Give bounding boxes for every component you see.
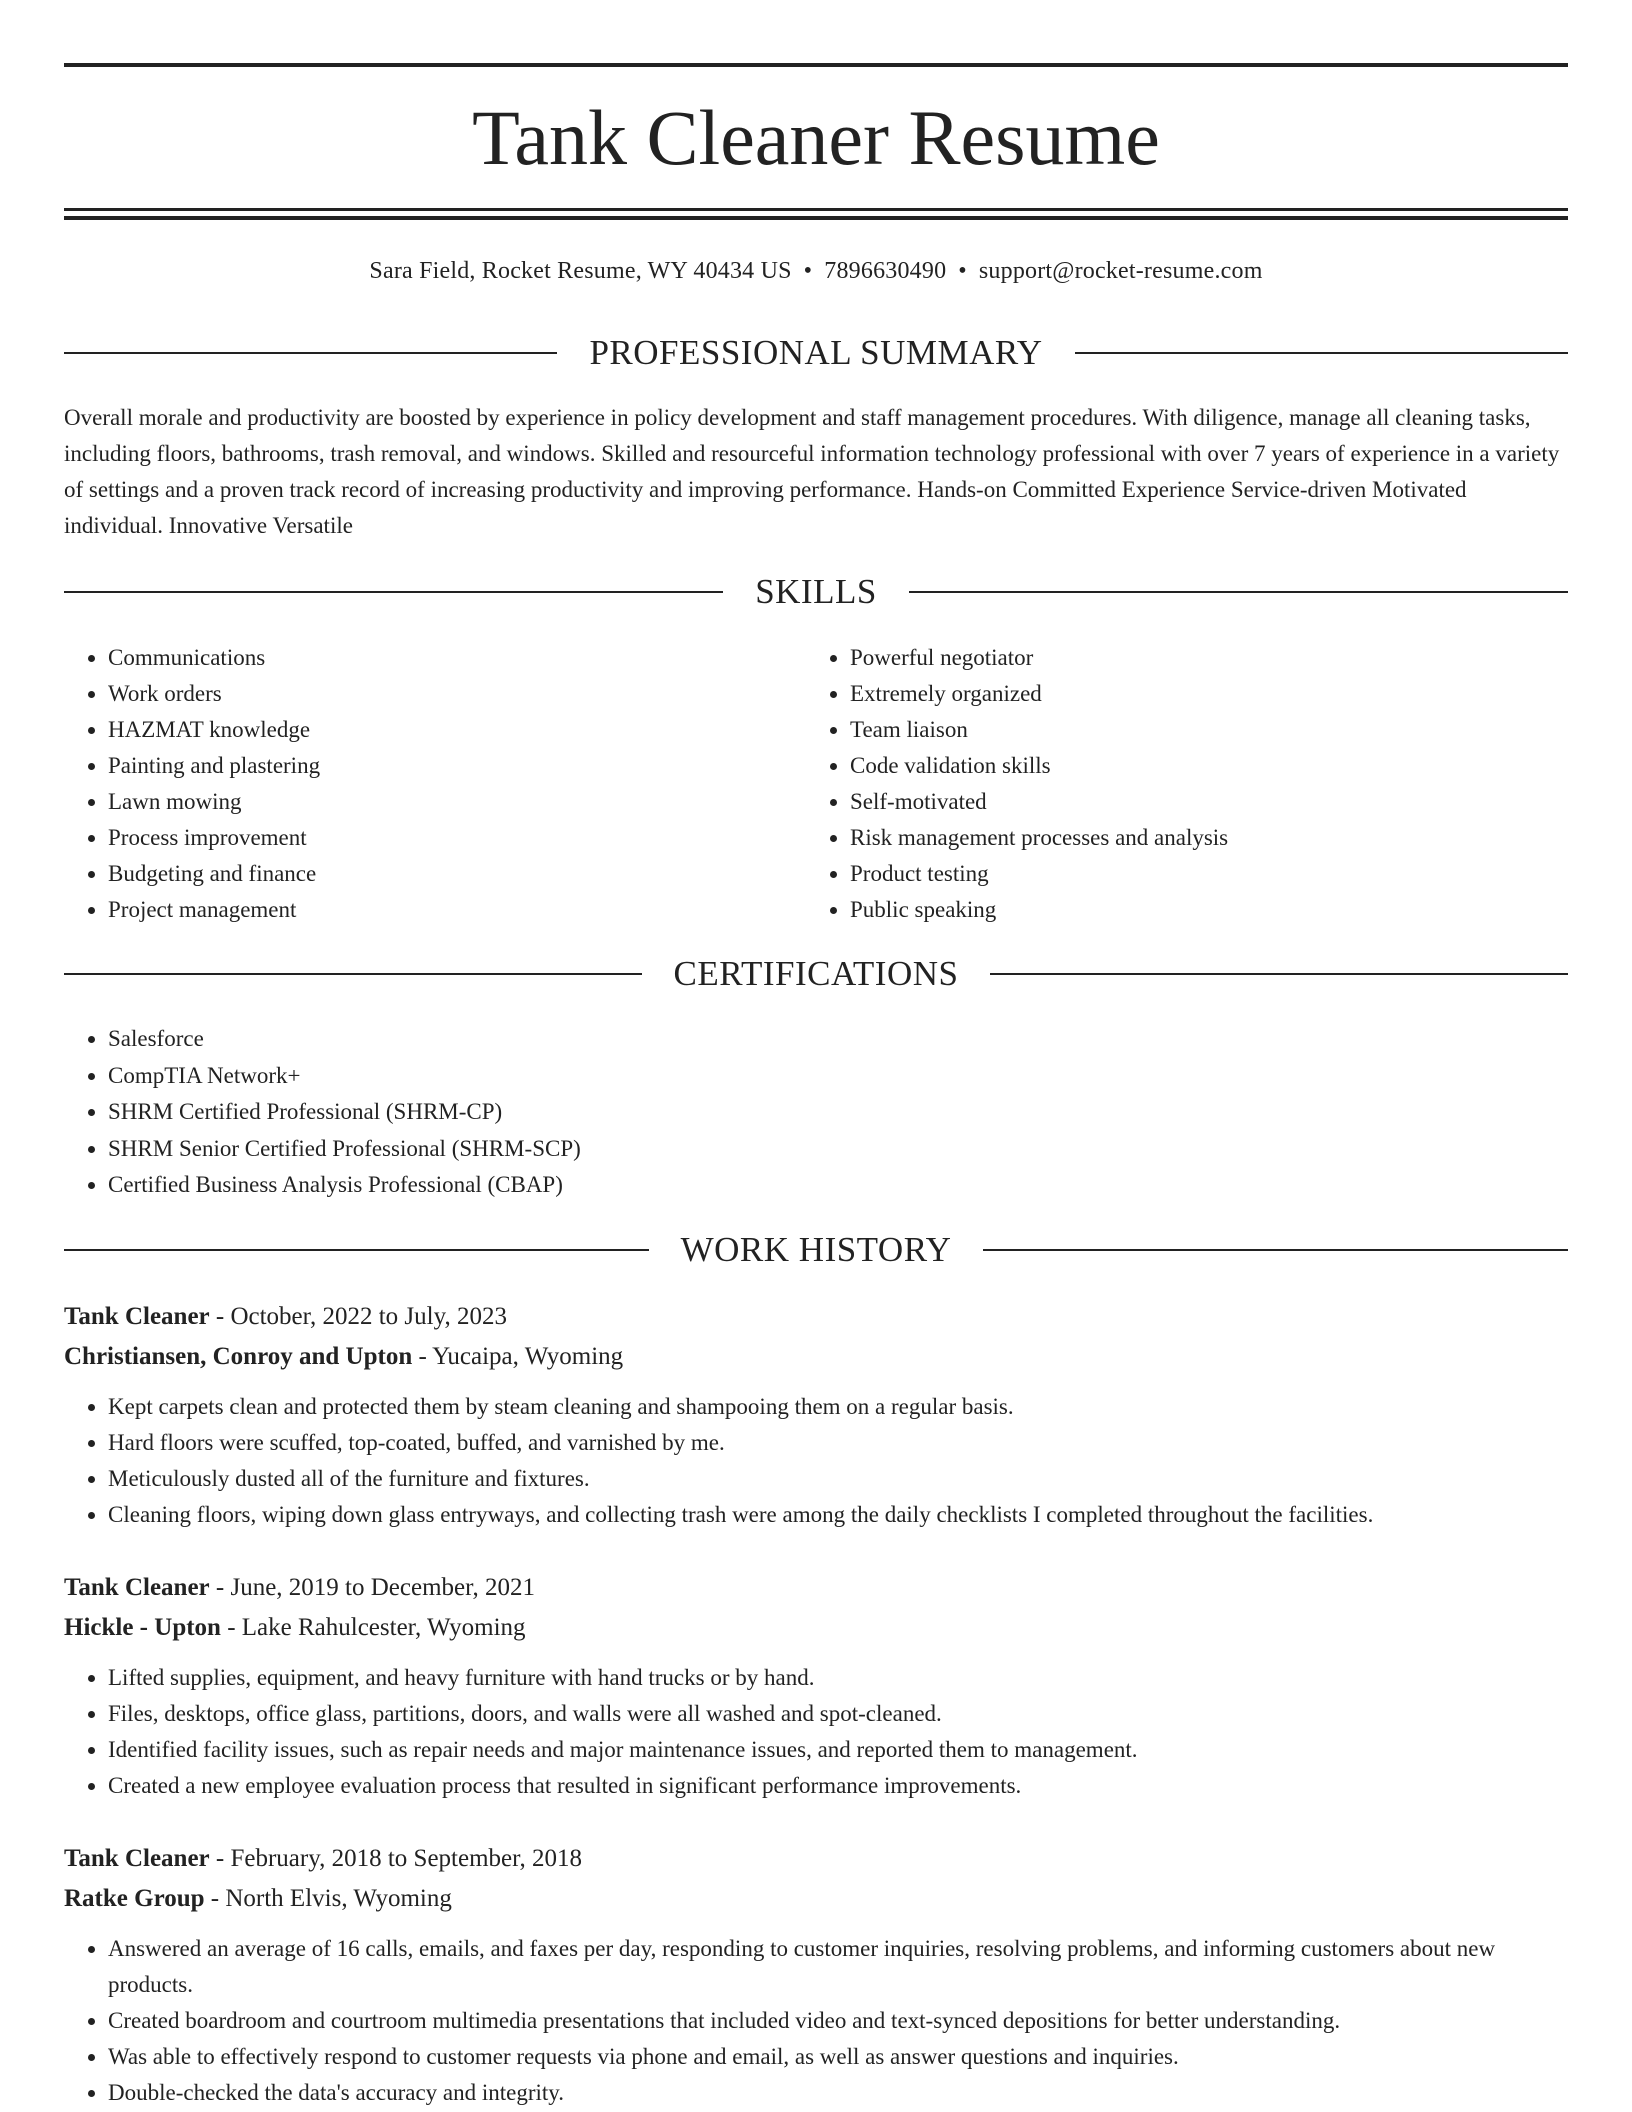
section-header-summary (64, 333, 1568, 373)
job-duties-list (64, 1389, 1568, 1533)
job-duty: • Files, desktops, office glass, partitions, doors, and walls were all washed and spot-cleaned. (108, 1696, 1568, 1732)
section-rule (909, 591, 1568, 593)
job-dates: - June, 2019 to December, 2021 (209, 1574, 535, 1601)
section-rule (64, 1249, 649, 1251)
contact-separator: • (958, 258, 967, 284)
job-duty: • Was able to effectively respond to customer requests via phone and email, as well as answer questions and inquiries. (108, 2039, 1568, 2075)
skills-column-left (64, 640, 804, 928)
professional-summary-text: Overall morale and productivity are boosted by experience in policy development and staff management procedures. With diligence, manage all cleaning tasks, including floors, bathrooms, trash removal, and windows. Skilled and resourceful information technology professional with over 7 years of experience in a variety of settings and a proven track record of increasing productivity and improving performance. Hands-on Committed Experience Service-driven Motivated individual. Innovative Versatile (64, 405, 1560, 538)
section-rule (64, 973, 642, 975)
title-top-rule (64, 63, 1568, 67)
skills-list-right (806, 640, 1568, 928)
job-duties-list (64, 1660, 1568, 1804)
skill-item: • Powerful negotiator (850, 640, 1568, 676)
section-title: SKILLS (755, 572, 877, 611)
job-company-line (64, 1608, 1568, 1648)
contact-line (64, 255, 1568, 287)
title-bottom-rule (64, 208, 1568, 211)
job-dates: - October, 2022 to July, 2023 (209, 1303, 507, 1330)
skill-item: • Code validation skills (850, 748, 1568, 784)
job-duty: • Kept carpets clean and protected them by steam cleaning and shampooing them on a regular basis. (108, 1389, 1568, 1425)
skill-item: • Communications (108, 640, 804, 676)
section-rule (1075, 352, 1568, 354)
resume-title: Tank Cleaner Resume (472, 94, 1160, 181)
job-entry (64, 1568, 1568, 1804)
skill-item: • Budgeting and finance (108, 856, 804, 892)
skills-list-left (64, 640, 804, 928)
job-location: - North Elvis, Wyoming (204, 1885, 452, 1912)
skill-item: • Public speaking (850, 892, 1568, 928)
job-company: Hickle - Upton (64, 1614, 221, 1641)
job-entry (64, 1839, 1568, 2111)
job-title-line (64, 1568, 1568, 1608)
job-duty: • Created a new employee evaluation process that resulted in significant performance improvements. (108, 1768, 1568, 1804)
job-location: - Lake Rahulcester, Wyoming (220, 1614, 526, 1641)
contact-separator: • (803, 258, 813, 284)
section-rule (990, 973, 1568, 975)
job-duties-list (64, 1931, 1568, 2111)
job-title: Tank Cleaner (64, 1574, 210, 1601)
skill-item: • Self-motivated (850, 784, 1568, 820)
section-title: WORK HISTORY (680, 1230, 952, 1269)
certification-item: • CompTIA Network+ (108, 1058, 1568, 1095)
job-title-line (64, 1297, 1568, 1337)
job-entry (64, 1297, 1568, 1533)
skills-column-right (806, 640, 1568, 928)
skill-item: • Team liaison (850, 712, 1568, 748)
title-bottom-rule-thick (64, 216, 1568, 220)
section-title: PROFESSIONAL SUMMARY (589, 333, 1043, 372)
skill-item: • HAZMAT knowledge (108, 712, 804, 748)
contact-email: support@rocket-resume.com (978, 258, 1263, 284)
job-duty: • Cleaning floors, wiping down glass entryways, and collecting trash were among the daily checklists I completed throughout the facilities. (108, 1497, 1568, 1533)
job-duty: • Lifted supplies, equipment, and heavy furniture with hand trucks or by hand. (108, 1660, 1568, 1696)
section-title: CERTIFICATIONS (673, 954, 959, 993)
skill-item: • Product testing (850, 856, 1568, 892)
certification-item: • Salesforce (108, 1021, 1568, 1058)
certification-item: • SHRM Certified Professional (SHRM-CP) (108, 1094, 1568, 1131)
job-title: Tank Cleaner (64, 1303, 210, 1330)
section-header-certifications (64, 954, 1568, 994)
job-title: Tank Cleaner (64, 1845, 210, 1872)
job-company: Ratke Group (64, 1885, 205, 1912)
certification-item: • Certified Business Analysis Professional (CBAP) (108, 1167, 1568, 1204)
job-duty: • Identified facility issues, such as repair needs and major maintenance issues, and reported them to management. (108, 1732, 1568, 1768)
job-company-line (64, 1879, 1568, 1919)
skill-item: • Process improvement (108, 820, 804, 856)
job-duty: • Answered an average of 16 calls, emails, and faxes per day, responding to customer inquiries, resolving problems, and informing customers about new products. (108, 1931, 1568, 2003)
job-duty: • Meticulously dusted all of the furniture and fixtures. (108, 1461, 1568, 1497)
section-header-skills (64, 572, 1568, 612)
section-rule (983, 1249, 1568, 1251)
job-dates: - February, 2018 to September, 2018 (209, 1845, 582, 1872)
job-duty: • Created boardroom and courtroom multimedia presentations that included video and text-synced depositions for better understanding. (108, 2003, 1568, 2039)
job-company: Christiansen, Conroy and Upton (64, 1343, 413, 1370)
skill-item: • Painting and plastering (108, 748, 804, 784)
job-duty: • Double-checked the data's accuracy and integrity. (108, 2075, 1568, 2111)
contact-phone: 7896630490 (824, 258, 947, 284)
job-title-line (64, 1839, 1568, 1879)
job-duty: • Hard floors were scuffed, top-coated, buffed, and varnished by me. (108, 1425, 1568, 1461)
skill-item: • Work orders (108, 676, 804, 712)
certifications-list (64, 1021, 1568, 1204)
skill-item: • Lawn mowing (108, 784, 804, 820)
skill-item: • Project management (108, 892, 804, 928)
skill-item: • Extremely organized (850, 676, 1568, 712)
certification-item: • SHRM Senior Certified Professional (SHRM-SCP) (108, 1131, 1568, 1168)
certifications-block (64, 1021, 1568, 1204)
section-rule (64, 352, 557, 354)
section-header-work-history (64, 1230, 1568, 1270)
job-location: - Yucaipa, Wyoming (412, 1343, 624, 1370)
job-company-line (64, 1337, 1568, 1377)
skill-item: • Risk management processes and analysis (850, 820, 1568, 856)
contact-address: Sara Field, Rocket Resume, WY 40434 US (369, 258, 792, 284)
section-rule (64, 591, 723, 593)
